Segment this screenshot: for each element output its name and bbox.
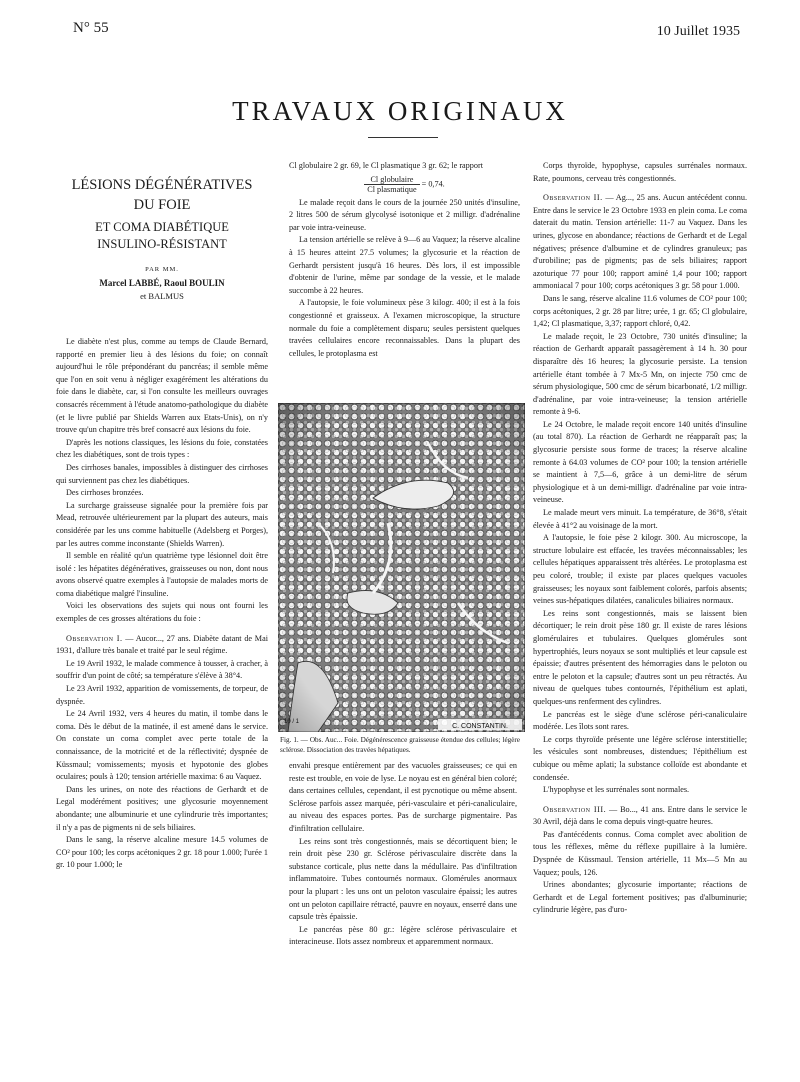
figure-caption [280,736,520,756]
observation-label: Observation I. [66,633,123,643]
paragraph: Le 24 Octobre, le malade reçoit encore 140 unités d'insuline (au total 870). La réaction de Gerhardt ne réapparaît pas; la glycosurie persiste sous forme de traces; la réserve alcaline remonte à 64.03 volumes de CO² pour 100; la tension artérielle se maintient à 7,5—6, grâce à un demi-litre de sérum physiologique et à un demi-milligr. d'adrénaline par voie intra-veineuse. [533,419,747,505]
observation-text: — Aucor..., 27 ans. Diabète datant de Mai 1931, d'allure très banale et traité par le seul régime. [56,633,268,656]
observation-1-intro [56,633,268,658]
paragraph: Les reins sont très congestionnés, mais se décortiquent bien; le rein droit pèse 230 gr. Sclérose périvasculaire discrète dans la substance corticale, plus nette dans la médullaire. Pas d'infiltration inflammatoire. Tubes contournés normaux. Glomérules anormaux pour la plupart : les uns ont un peloton vasculaire épaissi; les autres ont un peloton capillaire rétracté, pauvre en noyaux, enserré dans une capsule très épaissie. [289,836,517,922]
issue-number: N° 55 [73,20,109,36]
observation-label: Observation II. [543,193,603,203]
formula-value: = 0,74. [421,178,445,188]
formula-numerator: Cl globulaire [364,175,419,185]
paragraph: D'après les notions classiques, les lésions du foie, constatées chez les diabétiques, sont de trois types : [56,437,268,460]
article-title-line-1: LÉSIONS DÉGÉNÉRATIVES [71,177,253,193]
observation-text: — Bo..., 41 ans. Entre dans le service le 30 Avril, déjà dans le coma depuis vingt-quatre heures. [533,804,747,827]
paragraph: Des cirrhoses banales, impossibles à distinguer des cirrhoses qui surviennent pas chez les diabétiques. [56,462,268,485]
figure-caption-label: Fig. 1. [280,736,299,744]
paragraph: Le malade reçoit, le 23 Octobre, 730 unités d'insuline; la réaction de Gerhardt apparaît passagèrement à 14 h. 30 pour disparaître dès 16 heures; la glycosurie persiste. La tension artérielle étant tombée à 7 Mx-5 Mn, on injecte 750 cmc de sérum physiologique, 500 cmc de sérum bicarbonaté, 1/2 milligr. d'adrénaline, par voie intra-veineuse; la tension artérielle remonte à 9-6. [533,331,747,417]
section-title: TRAVAUX ORIGINAUX [232,96,568,126]
paragraph: Des cirrhoses bronzées. [66,488,144,498]
paragraph: Le 23 Avril 1932, apparition de vomissements, de torpeur, de dyspnée. [56,684,268,706]
paragraph: Dans les urines, on note des réactions de Gerhardt et de Legal modérément positives; une glycosurie moyennement abondante; une albuminurie et une cylindrurie très importantes; il n'y a pas de pigments ni de sels biliaires. [56,784,268,832]
paragraph: Le malade meurt vers minuit. La température, de 36°8, s'était élevée à 41°2 au voisinage de la mort. [533,508,747,530]
paragraph: La tension artérielle se relève à 9—6 au Vaquez; la réserve alcaline à 15 heures atteint 27.5 volumes; la glycosurie et la réaction de Gerhardt persistent jusqu'à 16 heures. Dès lors, il est impossible d'obtenir de l'urine, même par sondage de la vessie, et le malade succombe à 22 heures. [289,235,520,295]
paragraph: A l'autopsie, le foie volumineux pèse 3 kilogr. 400; il est à la fois congestionné et graisseux. A l'examen microscopique, la structure normale du foie a complètement disparu; seules persistent quelques travées cellulaires encore reconnaissables. Dans la plupart des cellules, le protoplasma est [289,298,520,358]
paragraph: Dans le sang, réserve alcaline 11.6 volumes de CO² pour 100; corps acétoniques, 2 gr. 28 par litre; urée, 1 gr. 65; Cl globulaire, 1,42; Cl plasmatique, 3,37; rapport chloré, 0,42. [533,293,747,329]
paragraph: Le diabète n'est plus, comme au temps de Claude Bernard, rapporté en premier lieu à des lésions du foie; on connaît aujourd'hui le rôle prépondérant du pancréas; il semble même que l'on en soit venu à négliger exagérément les altérations du foie dans le diabète, car, si l'on consulte les meilleurs ouvrages consacrés récemment à l'étude anatomo-pathologique du diabète (et le livre publié par Shields Warren aux Etats-Unis), on n'y trouve qu'un chapitre très bref consacré aux lésions du foie. [56,337,268,435]
paragraph: Urines abondantes; glycosurie importante; réactions de Gerhardt et de Legal fortement positives; pas d'albuminurie; cylindrurie légère, pas d'uro- [533,880,747,915]
paragraph: Le pancréas pèse 80 gr.: légère sclérose périvasculaire et interacineuse. Ilots assez nombreux et apparemment normaux. [289,924,517,947]
chlorine-ratio-formula [289,175,520,194]
figure-mark: 10 / 1 [284,719,300,725]
issue-date: 10 Juillet 1935 [656,24,740,39]
micrograph-drawing [278,403,525,732]
figure-caption-text: — Obs. Auc... Foie. Dégénérescence graisseuse étendue des cellules; légère sclérose. Dissociation des travées hépatiques. [280,736,521,754]
paragraph: Cl globulaire 2 gr. 69, le Cl plasmatique 3 gr. 62; le rapport [289,161,483,170]
column-3 [533,160,747,1050]
column-2-bottom [289,760,517,1050]
paragraph: Les reins sont congestionnés, mais se laissent bien décortiquer; le rein droit pèse 180 gr. Il existe de rares lésions glomérulaires et tubulaires. Quelques glomérules sont hypertrophiés, leurs noyaux se sont multipliés et leur capsule est épaissie; d'autres présentent des hémorragies dans le peloton ou entre le peloton et la capsule; d'autres sont un peu rétractés. Au niveau de quelques tubes contournés, l'épithélium est aplati, quelques-uns renferment des cylindres. [533,608,747,706]
column-1 [56,336,268,1050]
byline-par: PAR MM. [145,266,179,273]
paragraph: Pas d'antécédents connus. Coma complet avec abolition de tous les réflexes, même du réflexe pupillaire à la lumière. Dyspnée de Küssmaul. Tension artérielle, 11 Mx—5 Mn au Vaquez; pouls, 126. [533,829,747,877]
observation-label: Observation III. [543,804,607,814]
paragraph: Le malade reçoit dans le cours de la journée 250 unités d'insuline, 2 litres 500 de sérum glycolysé isotonique et 2 milligr. d'adrénaline par voie intra-veineuse. [289,197,520,232]
byline-authors-2: et BALMUS [140,291,184,301]
observation-2-intro [533,192,747,293]
article-title-line-4: INSULINO-RÉSISTANT [97,237,227,251]
article-title-block [56,175,268,301]
paragraph: envahi presque entièrement par des vacuoles graisseuses; ce qui en reste est trouble, en voie de lyse. Le noyau est en général bien coloré; dans certaines cellules, cependant, il est pycnotique ou même absent. Sclérose parfois assez marquée, péri-vasculaire et péri-canaliculaire, au niveau des espaces portes. Pas de surcharge pigmentaire. Pas d'infiltration cellulaire. [289,761,517,833]
article-title-line-2: DU FOIE [133,197,191,213]
byline-authors: Marcel LABBÉ, Raoul BOULIN [99,278,225,288]
paragraph: Le 19 Avril 1932, le malade commence à tousser, à cracher, à souffrir d'un point de côté; sa température s'élève à 38°4. [56,658,268,681]
paragraph: Voici les observations des sujets qui nous ont fourni les exemples de ces grosses altérations du foie : [56,601,268,624]
paragraph: L'hypophyse et les surrénales sont normales. [543,785,690,795]
paragraph: Le corps thyroïde présente une légère sclérose interstitielle; les vésicules sont nombreuses, distendues; l'épithélium est cubique ou même aplati; la substance colloïde est abondante et condensée. [533,734,747,782]
paragraph: La surcharge graisseuse signalée pour la première fois par Mead, retrouvée ultérieurement par la plupart des auteurs, mais considérée par les uns comme habituelle (Adelsberg et Porges), par les autres comme inconstante (Shields Warren). [56,500,268,548]
liver-micrograph-figure [278,403,525,732]
column-2-top [289,160,520,395]
formula-denominator: Cl plasmatique [367,184,417,194]
observation-3-intro [533,804,747,829]
section-rule [368,137,438,138]
paragraph: Le pancréas est le siège d'une sclérose péri-canaliculaire modérée. Les îlots sont rares. [533,709,747,732]
paragraph: Le 24 Avril 1932, vers 4 heures du matin, il tombe dans le coma. Dès le début de la matinée, il est amené dans le service. On constate un coma complet avec perte totale de la connaissance, de la motricité et de la réflectivité; dyspnée de Küssmaul; vomissements; myosis et hypotonie des globes oculaires; pouls à 120; tension artérielle maxima: 6 au Vaquez. [56,709,268,782]
article-title-line-3: ET COMA DIABÉTIQUE [95,220,229,234]
paragraph: Corps thyroïde, hypophyse, capsules surrénales normaux. Rate, poumons, cerveau très congestionnés. [533,161,747,183]
paragraph: A l'autopsie, le foie pèse 2 kilogr. 300. Au microscope, la structure lobulaire est effacée, les travées méconnaissables; les cellules hépatiques apparaissent très altérées. Le protoplasma est peu coloré, trouble; il existe par places quelques vacuoles graisseuses; les noyaux sont faiblement colorés, parfois absents; veines sus-hépatiques dilatées, canalicules biliaires normaux. [533,533,747,606]
paragraph: Il semble en réalité qu'un quatrième type lésionnel doit être isolé : les hépatites dégénératives, graisseuses ou non, dont nous avons observé quatre exemples à l'autopsie de malades morts de coma diabétique malgré l'insuline. [56,551,268,598]
paragraph: Dans le sang, la réserve alcaline mesure 14.5 volumes de CO² pour 100; les corps acétoniques 2 gr. 18 pour 1.000; l'urée 1 gr. 10 pour 1.000; le [56,835,268,870]
figure-signature: C. CONSTANTIN. [452,723,508,730]
observation-text: — Ag..., 25 ans. Aucun antécédent connu. Entre dans le service le 23 Octobre 1933 en plein coma. Le coma daterait du matin. Tension artérielle: 11-7 au Vaquez. Dans les urines, glycose en abondance; réactions de Gerhardt et de Legal négatives; présence d'albumine et de cylindres granuleux; pas d'urobiline; pas de pigments; pas de sels biliaires; rapport azoturique 77 pour 100; rapport aminé 1,4 pour 100; rapport ammoniacal 7 pour 100; corps acétoniques 3 gr. 58 pour 1.000. [533,193,747,291]
